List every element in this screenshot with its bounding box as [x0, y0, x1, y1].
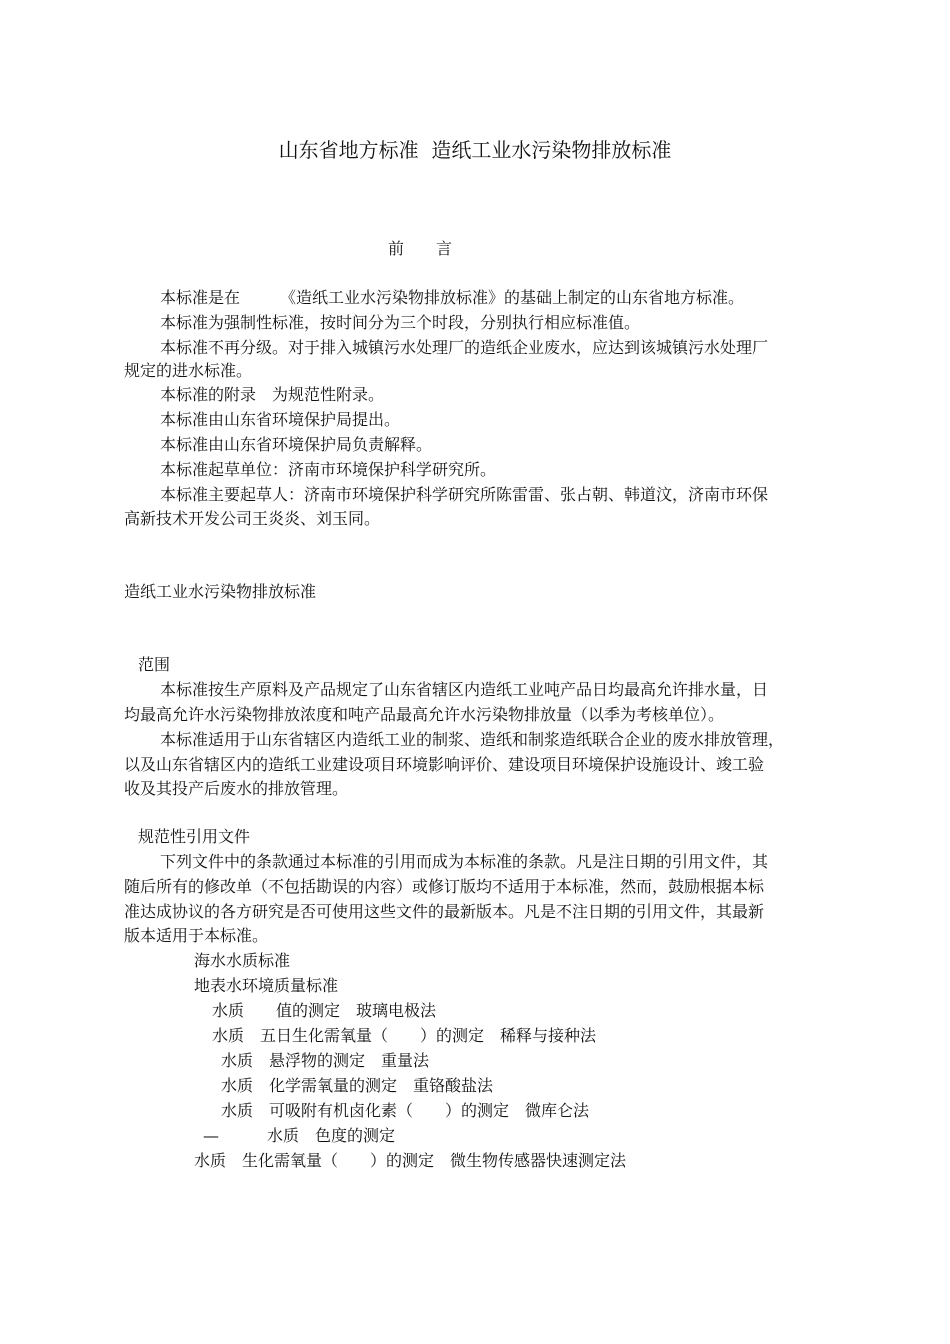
preface-heading: 前 言	[388, 239, 453, 258]
preface-line: 本标准是在 《造纸工业水污染物排放标准》的基础上制定的山东省地方标准。	[160, 288, 745, 307]
ref-item: 海水水质标准	[194, 951, 291, 970]
preface-line: 高新技术开发公司王炎炎、刘玉同。	[124, 509, 381, 528]
ref-item: 水质 可吸附有机卤化素（ ）的测定 微库仑法	[221, 1101, 590, 1120]
scope-line: 收及其投产后废水的排放管理。	[124, 779, 349, 798]
preface-line: 本标准不再分级。对于排入城镇污水处理厂的造纸企业废水，应达到该城镇污水处理厂	[160, 338, 769, 357]
preface-line: 本标准主要起草人：济南市环境保护科学研究所陈雷雷、张占朝、韩道汶，济南市环保	[160, 485, 769, 504]
preface-line: 本标准由山东省环境保护局提出。	[160, 410, 401, 429]
scope-line: 本标准按生产原料及产品规定了山东省辖区内造纸工业吨产品日均最高允许排水量，日	[160, 680, 769, 699]
scope-line: 以及山东省辖区内的造纸工业建设项目环境影响评价、建设项目环境保护设施设计、竣工验	[124, 755, 765, 774]
preface-line: 规定的进水标准。	[124, 361, 253, 380]
ref-item: 地表水环境质量标准	[194, 976, 339, 995]
scope-heading: 范围	[138, 655, 171, 674]
document-title: 山东省地方标准 造纸工业水污染物排放标准	[278, 138, 672, 162]
refs-line: 下列文件中的条款通过本标准的引用而成为本标准的条款。凡是注日期的引用文件，其	[160, 852, 769, 871]
preface-line: 本标准为强制性标准，按时间分为三个时段，分别执行相应标准值。	[160, 313, 641, 332]
refs-line: 随后所有的修改单（不包括勘误的内容）或修订版均不适用于本标准，然而，鼓励根据本标	[124, 877, 765, 896]
standard-title: 造纸工业水污染物排放标准	[124, 582, 317, 601]
preface-line: 本标准的附录 为规范性附录。	[160, 385, 385, 404]
refs-line: 准达成协议的各方研究是否可使用这些文件的最新版本。凡是不注日期的引用文件，其最新	[124, 902, 765, 921]
refs-heading: 规范性引用文件	[138, 827, 251, 846]
ref-item: 水质 五日生化需氧量（ ）的测定 稀释与接种法	[212, 1026, 597, 1045]
ref-item: 水质 悬浮物的测定 重量法	[221, 1051, 430, 1070]
ref-item: — 水质 色度的测定	[203, 1126, 396, 1145]
preface-line: 本标准起草单位：济南市环境保护科学研究所。	[160, 460, 497, 479]
scope-line: 本标准适用于山东省辖区内造纸工业的制浆、造纸和制浆造纸联合企业的废水排放管理，	[160, 730, 785, 749]
scope-line: 均最高允许水污染物排放浓度和吨产品最高允许水污染物排放量（以季为考核单位）。	[124, 705, 725, 724]
ref-item: 水质 化学需氧量的测定 重铬酸盐法	[221, 1076, 494, 1095]
preface-line: 本标准由山东省环境保护局负责解释。	[160, 435, 433, 454]
refs-line: 版本适用于本标准。	[124, 926, 269, 945]
ref-item: 水质 值的测定 玻璃电极法	[212, 1001, 437, 1020]
ref-item: 水质 生化需氧量（ ）的测定 微生物传感器快速测定法	[194, 1151, 627, 1170]
